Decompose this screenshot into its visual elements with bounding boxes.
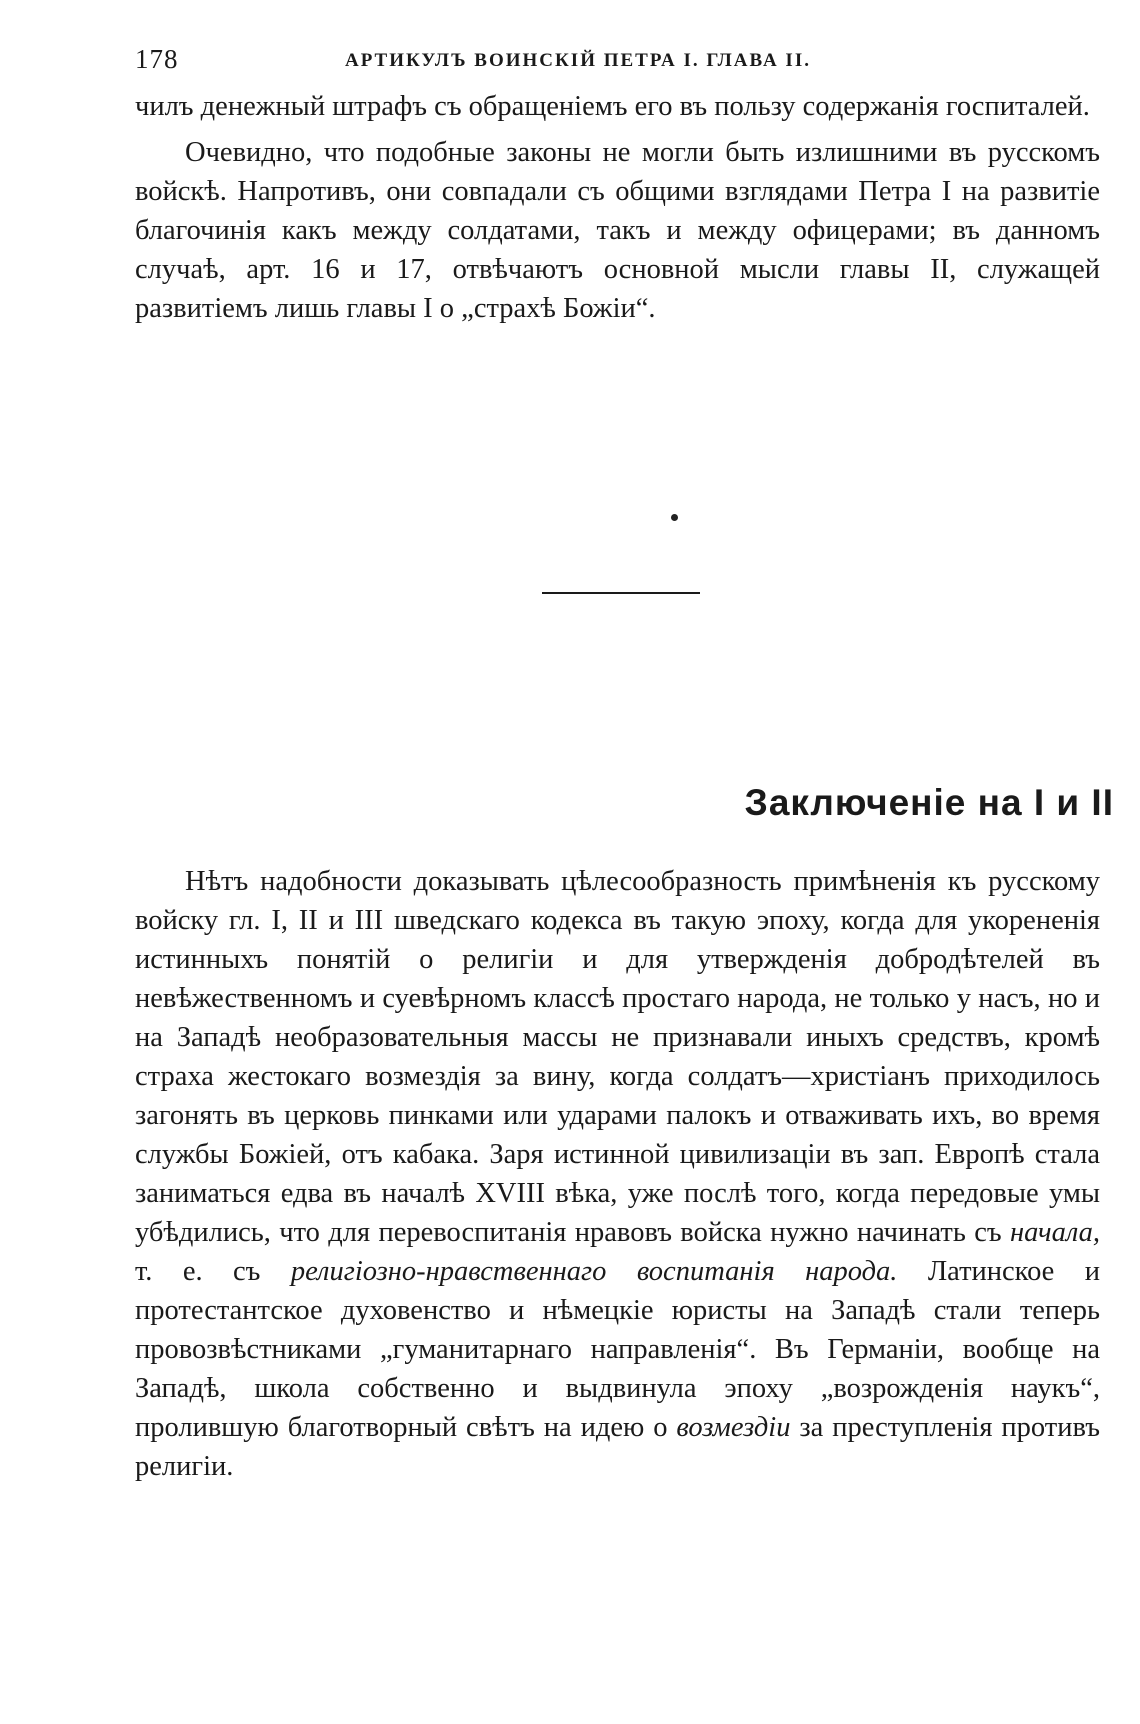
continued-paragraph: чилъ денежный штрафъ съ обращеніемъ его въ пользу содержанія госпиталей. xyxy=(135,91,1090,122)
running-title: АРТИКУЛЪ ВОИНСКІЙ ПЕТРА I. ГЛАВА II. xyxy=(345,50,811,71)
paragraph-text-4: за преступленія противъ религіи. xyxy=(135,1412,1100,1482)
running-head xyxy=(135,40,1100,80)
paragraph-text-3: Латинское и протестантское духовенство и нѣмецкіе юристы на Западѣ стали теперь провозвѣстниками „гуманитарнаго направленія“. Въ Германіи, вообще на Западѣ, школа собственно и выдвинула эпоху „возрожденія наукъ“, пролившую благотворный свѣтъ на идею о xyxy=(135,1256,1100,1443)
italic-word-retribution: возмездіи xyxy=(676,1412,791,1443)
section-heading: Заключеніе на I и II xyxy=(744,782,1114,823)
top-text-block xyxy=(135,87,1100,328)
section-paragraph xyxy=(135,862,1100,1486)
italic-phrase-education: религіозно-нравственнаго воспитанія народа. xyxy=(290,1256,898,1287)
section-body xyxy=(135,862,1100,1486)
page-number: 178 xyxy=(135,44,179,74)
paragraph-text-2: т. е. съ xyxy=(135,1256,291,1287)
book-page xyxy=(135,40,1114,1482)
ink-dot xyxy=(671,514,678,521)
italic-phrase-beginning: начала, xyxy=(1010,1217,1101,1248)
paragraph-text-1: Нѣтъ надобности доказывать цѣлесообразность примѣненія къ русскому войску гл. I, II и III шведскаго кодекса въ такую эпоху, когда для укорененія истинныхъ понятій о религіи и для утвержденія добродѣтелей въ невѣжественномъ и суевѣрномъ классѣ простаго народа, не только у насъ, но и на Западѣ необразовательныя массы не признавали иныхъ средствъ, кромѣ страха жестокаго возмездія за вину, когда солдатъ—христіанъ приходилось загонять въ церковь пинками или ударами палокъ и отваживать ихъ, во время службы Божіей, отъ кабака. Заря истинной цивилизаціи въ зап. Европѣ стала заниматься едва въ началѣ XVIII вѣка, уже послѣ того, когда передовые умы убѣдились, что для перевоспитанія нравовъ войска нужно начинать съ xyxy=(135,866,1100,1248)
conclusion-paragraph: Очевидно, что подобные законы не могли быть излишними въ русскомъ войскѣ. Напротивъ, они совпадали съ общими взглядами Петра I на развитіе благочинія какъ между солдатами, такъ и между офицерами; въ данномъ случаѣ, арт. 16 и 17, отвѣчаютъ основной мысли главы II, служащей развитіемъ лишь главы I о „страхѣ Божіи“. xyxy=(135,137,1100,324)
section-divider-rule xyxy=(542,592,700,594)
